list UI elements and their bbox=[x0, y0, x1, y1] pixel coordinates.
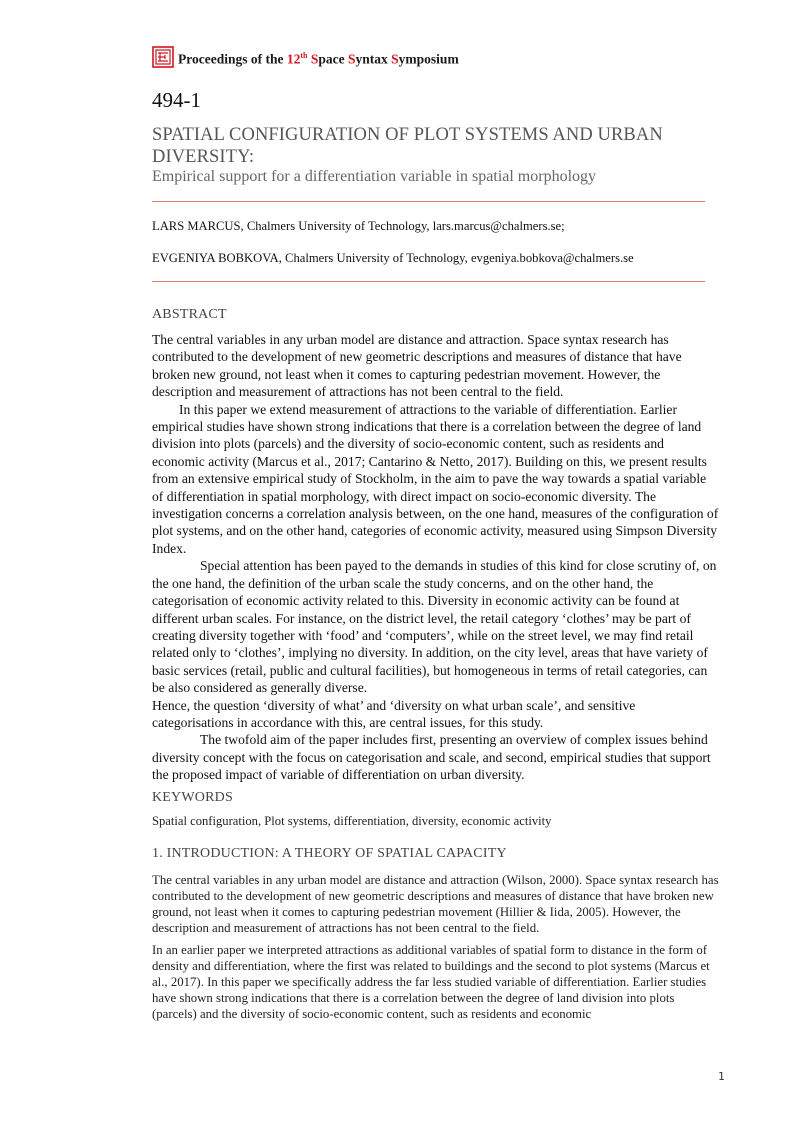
divider-top bbox=[152, 201, 705, 202]
proceedings-title: Proceedings of the 12th Space Syntax Symposium bbox=[178, 50, 459, 66]
introduction-heading: 1. INTRODUCTION: A THEORY OF SPATIAL CAPACITY bbox=[152, 846, 507, 861]
abstract-paragraph: In this paper we extend measurement of attractions to the variable of differentiation. Earlier empirical studies have shown strong indications that there is a correlation between the degree of land division into plots (parcels) and the diversity of socio-economic content, such as residents and economic activity (Marcus et al., 2017; Cantarino & Netto, 2017). Building on this, we present results from an extensive empirical study of Stockholm, in the aim to pave the way towards a spatial variable of differentiation in spatial morphology, with direct impact on socio-economic diversity. The investigation concerns a correlation analysis between, on the one hand, measures of the configuration of plot systems, and on the other hand, categories of economic activity, measured using Simpson Diversity Index. bbox=[152, 401, 719, 556]
abstract-body bbox=[152, 331, 720, 784]
keywords-list: Spatial configuration, Plot systems, differentiation, diversity, economic activity bbox=[152, 814, 552, 828]
intro-paragraph-1: The central variables in any urban model are distance and attraction (Wilson, 2000). Space syntax research has contributed to the development of new geometric descriptions and measures of distance that have broken new ground, not least when it comes to capturing pedestrian movement (Hillier & Iida, 2005). However, the description and measurement of attractions has not been central to the field. bbox=[152, 873, 719, 935]
intro-paragraph-2: In an earlier paper we interpreted attractions as additional variables of spatial form to distance in the form of density and differentiation, where the first was related to buildings and the second to plot systems (Marcus et al., 2017). In this paper we specifically address the far less studied variable of differentiation. Earlier studies have shown strong indications that there is a correlation between the degree of land division into plots (parcels) and the diversity of socio-economic content, such as residents and economic bbox=[152, 943, 710, 1021]
abstract-heading: ABSTRACT bbox=[152, 307, 227, 322]
proceedings-header bbox=[152, 46, 459, 68]
abstract-paragraph: The central variables in any urban model are distance and attraction. Space syntax research has contributed to the development of new geometric descriptions and measures of distance that have broken new ground, not least when it comes to capturing pedestrian movement. However, the description and measurement of attractions has not been central to the field. bbox=[152, 332, 682, 400]
abstract-paragraph: Special attention has been payed to the demands in studies of this kind for close scrutiny of, on the one hand, the definition of the urban scale the study concerns, and on the other hand, the categorisation of economic activity related to this. Diversity in economic activity can be found at different urban scales. For instance, on the district level, the retail category ‘clothes’ may be part of creating diversity together with ‘food’ and ‘computers’, while on the street level, we may find retail related only to ‘clothes’, implying no diversity. In addition, on the city level, areas that have variety of basic services (retail, public and cultural facilities), but homogeneous in terms of retail categories, can be also considered as generally diverse. bbox=[152, 558, 717, 696]
abstract-paragraph: Hence, the question ‘diversity of what’ and ‘diversity on what urban scale’, and sensitive categorisations in accordance with this, are central issues, for this study. bbox=[152, 697, 636, 730]
paper-id: 494-1 bbox=[152, 88, 201, 112]
paper-subtitle: Empirical support for a differentiation variable in spatial morphology bbox=[152, 168, 597, 185]
abstract-paragraph: The twofold aim of the paper includes first, presenting an overview of complex issues behind diversity concept with the focus on categorisation and scale, and second, empirical studies that support the proposed impact of variable of differentiation on urban diversity. bbox=[152, 732, 711, 783]
page-number: 1 bbox=[718, 1070, 725, 1083]
author-2: EVGENIYA BOBKOVA, Chalmers University of Technology, evgeniya.bobkova@chalmers.se bbox=[152, 251, 634, 265]
author-1: LARS MARCUS, Chalmers University of Technology, lars.marcus@chalmers.se; bbox=[152, 219, 565, 233]
divider-bottom bbox=[152, 281, 705, 282]
symposium-logo-icon bbox=[152, 46, 174, 68]
paper-title: SPATIAL CONFIGURATION OF PLOT SYSTEMS AND URBAN DIVERSITY: bbox=[152, 125, 663, 167]
keywords-heading: KEYWORDS bbox=[152, 790, 233, 805]
